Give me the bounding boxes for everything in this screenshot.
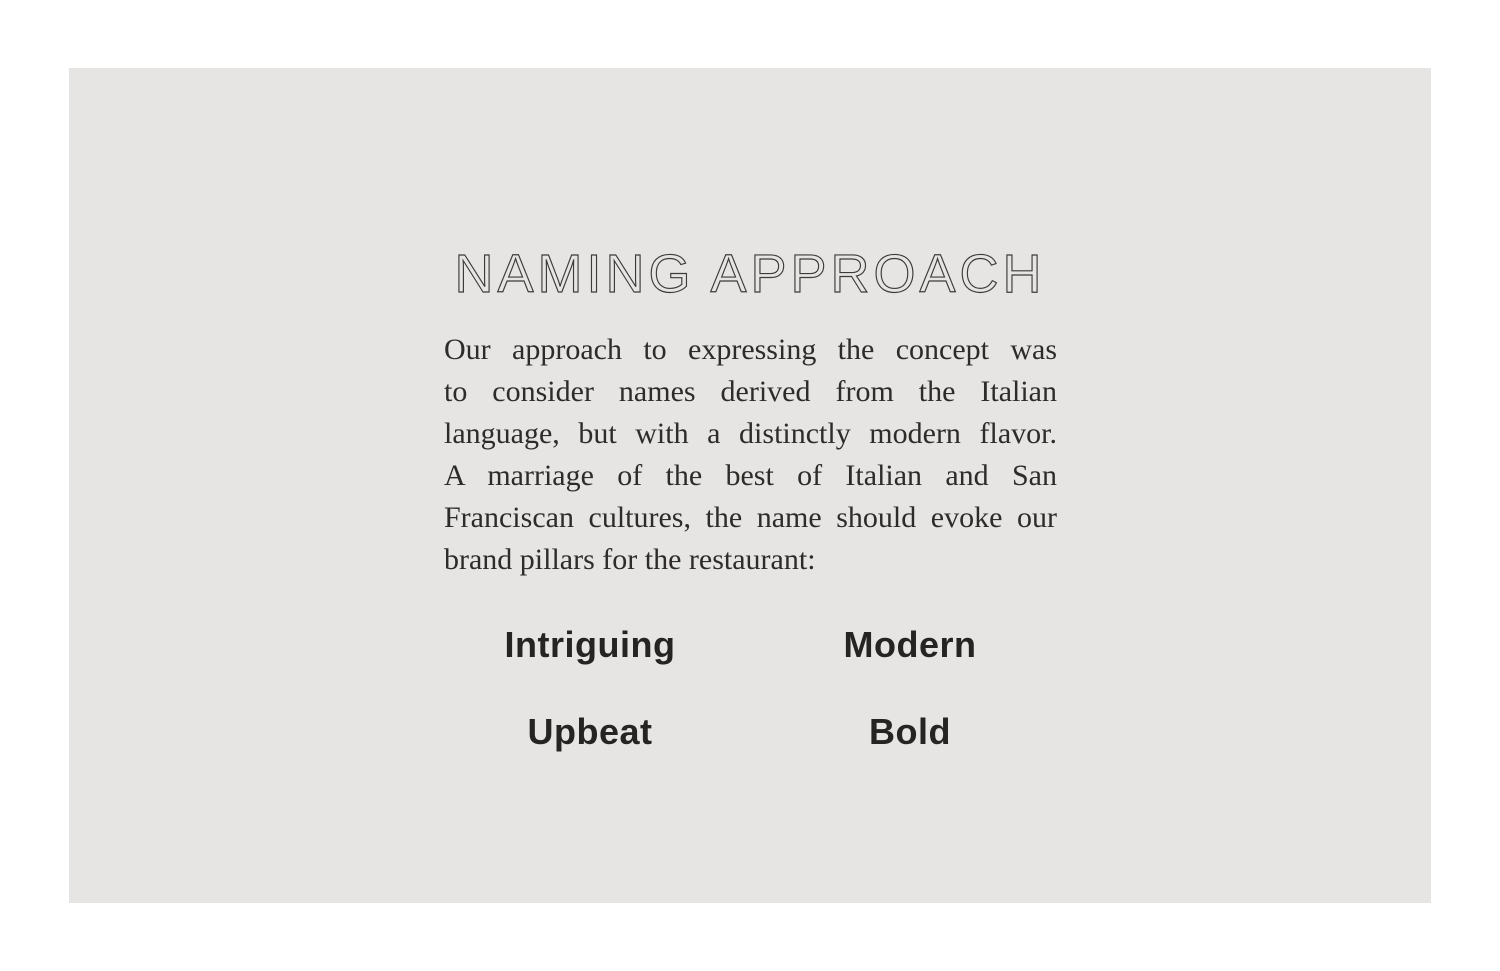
paragraph-line: Our approach to expressing the concept was <box>444 333 1057 366</box>
paragraph-line: brand pillars for the restaurant: <box>444 543 816 576</box>
slide-panel <box>69 68 1431 903</box>
page-title-container <box>69 243 1431 323</box>
pillar-bold: Bold <box>869 711 951 752</box>
pillar-modern: Modern <box>843 624 977 665</box>
paragraph-line: to consider names derived from the Italian <box>444 375 1057 408</box>
body-paragraph <box>444 329 1057 581</box>
pillar-upbeat: Upbeat <box>527 711 653 752</box>
paragraph-line: language, but with a distinctly modern flavor. <box>444 417 1057 450</box>
page-title: NAMING APPROACH <box>454 244 1046 304</box>
paragraph-line: Franciscan cultures, the name should evoke our <box>444 501 1057 534</box>
paragraph-line: A marriage of the best of Italian and San <box>444 459 1057 492</box>
brand-pillars-grid <box>430 625 1070 752</box>
pillar-intriguing: Intriguing <box>504 624 676 665</box>
